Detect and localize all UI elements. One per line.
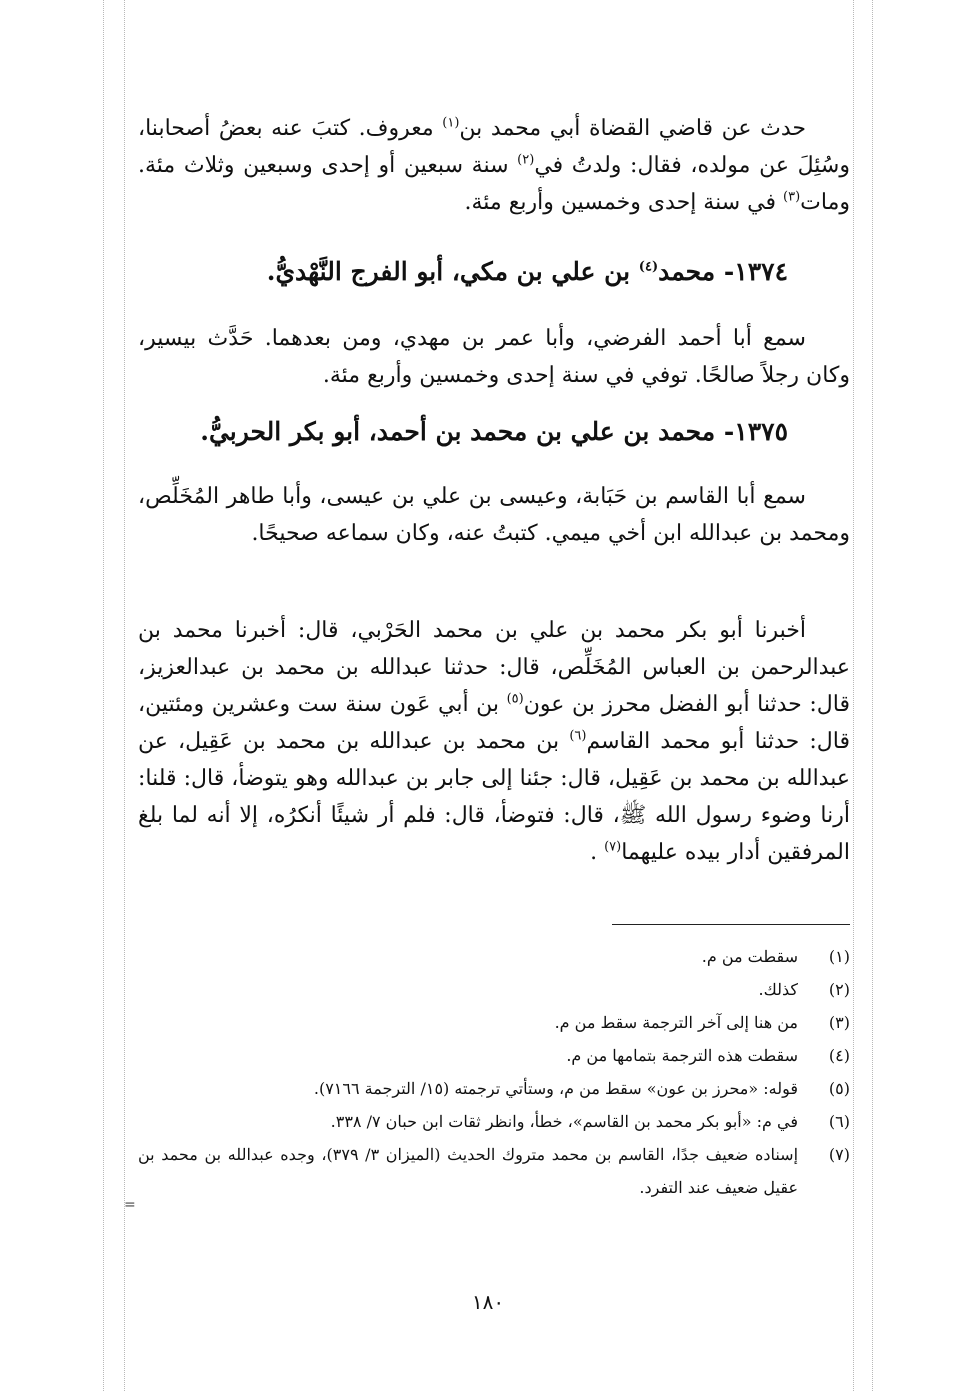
margin-guide-right <box>872 0 873 1391</box>
text-run: حدث عن قاضي القضاة أبي محمد بن <box>459 116 807 141</box>
text-run: بن محمد بن عبدالله بن محمد بن عَقِيل، عن عبدالله بن محمد بن عَقِيل، قال: جئنا إلى جابر بن عبدالله وهو يتوضأ، قال: قلنا: أرنا وضوء رسول الله ﷺ، قال: فتوضأ، قال: فلم أر شيئًا أنكرُه، إلا أنه لما بلغ المرفقين أدار بيده عليهما <box>138 729 850 865</box>
footnote-ref-7[interactable]: (٧) <box>604 839 622 855</box>
footnote-number: (١) <box>828 947 850 966</box>
footnote-text: من هنا إلى آخر الترجمة سقط من م. <box>554 1013 798 1032</box>
footnote-text: قوله: «محرز بن عون» سقط من م، وستأتي ترجمته (١٥/ الترجمة ٧١٦٦). <box>313 1079 798 1098</box>
paragraph-4 <box>138 612 850 871</box>
entry-heading-1374 <box>138 252 850 292</box>
footnote-text: سقطت هذه الترجمة بتمامها من م. <box>566 1046 798 1065</box>
footnote-number: (٧) <box>828 1145 850 1164</box>
margin-guide-left-inner <box>124 0 125 1391</box>
page-number: ١٨٠ <box>471 1290 505 1314</box>
text-run: في سنة إحدى وخمسين وأربع مئة. <box>464 190 784 215</box>
footnote-number: (٥) <box>828 1079 850 1098</box>
footnote-ref-6[interactable]: (٦) <box>569 728 587 744</box>
footnote-text: سقطت من م. <box>701 947 798 966</box>
footnote-ref-2[interactable]: (٢) <box>517 152 535 168</box>
footnote-text: إسناده ضعيف جدًا، القاسم بن محمد متروك الحديث (الميزان ٣/ ٣٧٩)، وجده عبدالله بن محمد بن عقيل ضعيف عند التفرد. <box>138 1145 799 1197</box>
footnote-separator <box>612 924 850 925</box>
paragraph-1 <box>138 110 850 221</box>
footnote-item <box>138 1039 850 1072</box>
continuation-mark: = <box>124 1197 136 1213</box>
text-run: معروف. كتبَ عنه بعضُ أصحابنا، وسُئِلَ عن مولده، فقال: ولدتُ في <box>138 116 850 178</box>
footnote-item <box>138 1006 850 1039</box>
text-run: . <box>590 840 605 865</box>
margin-guide-right-inner <box>853 0 854 1391</box>
footnote-number: (٢) <box>828 980 850 999</box>
footnote-item <box>138 1105 850 1138</box>
footnotes-list <box>138 940 850 1204</box>
footnote-item <box>138 1138 850 1204</box>
text-run: سنة سبعين أو إحدى وسبعين وثلاث مئة. ومات <box>138 153 850 215</box>
text-run: سمع أبا أحمد الفرضي، وأبا عمر بن مهدي، ومن بعدهما. حَدَّث بيسير، وكان رجلاً صالحًا. توفي في سنة إحدى وخمسين وأربع مئة. <box>138 326 850 388</box>
footnote-number: (٤) <box>828 1046 850 1065</box>
footnote-item <box>138 1072 850 1105</box>
footnote-text: كذلك. <box>758 980 798 999</box>
footnote-ref-1[interactable]: (١) <box>442 115 460 131</box>
entry-heading-1375 <box>138 412 850 452</box>
paragraph-3 <box>138 478 850 552</box>
margin-guide-left <box>103 0 104 1391</box>
heading-text: ١٣٧٤- محمد <box>658 257 788 286</box>
footnote-ref-3[interactable]: (٣) <box>783 189 801 205</box>
paragraph-2 <box>138 320 850 394</box>
heading-text: بن علي بن مكي، أبو الفرج النَّهْديُّ. <box>266 257 639 286</box>
text-run: بن أبي عَون سنة ست وعشرين ومئتين، قال: حدثنا أبو محمد القاسم <box>138 692 850 754</box>
footnote-ref-4[interactable]: (٤) <box>638 259 659 275</box>
footnote-item <box>138 973 850 1006</box>
footnote-ref-5[interactable]: (٥) <box>506 691 524 707</box>
footnote-item <box>138 940 850 973</box>
footnote-number: (٦) <box>828 1112 850 1131</box>
heading-text: ١٣٧٥- محمد بن علي بن محمد بن أحمد، أبو بكر الحربيُّ. <box>200 417 788 446</box>
footnote-number: (٣) <box>828 1013 850 1032</box>
text-run: سمع أبا القاسم بن حَبَابة، وعيسى بن علي بن عيسى، وأبا طاهر المُخَلِّص، ومحمد بن عبدالله ابن أخي ميمي. كتبتُ عنه، وكان سماعه صحيحًا. <box>138 484 850 546</box>
text-run: أخبرنا أبو بكر محمد بن علي بن محمد الحَرْبي، قال: أخبرنا محمد بن عبدالرحمن بن العباس المُخَلِّص، قال: حدثنا عبدالله بن محمد بن عبدالعزيز، قال: حدثنا أبو الفضل محرز بن عون <box>138 618 850 717</box>
footnote-text: في م: «أبو بكر محمد بن القاسم»، خطأ، وانظر ثقات ابن حبان ٧/ ٣٣٨. <box>330 1112 798 1131</box>
